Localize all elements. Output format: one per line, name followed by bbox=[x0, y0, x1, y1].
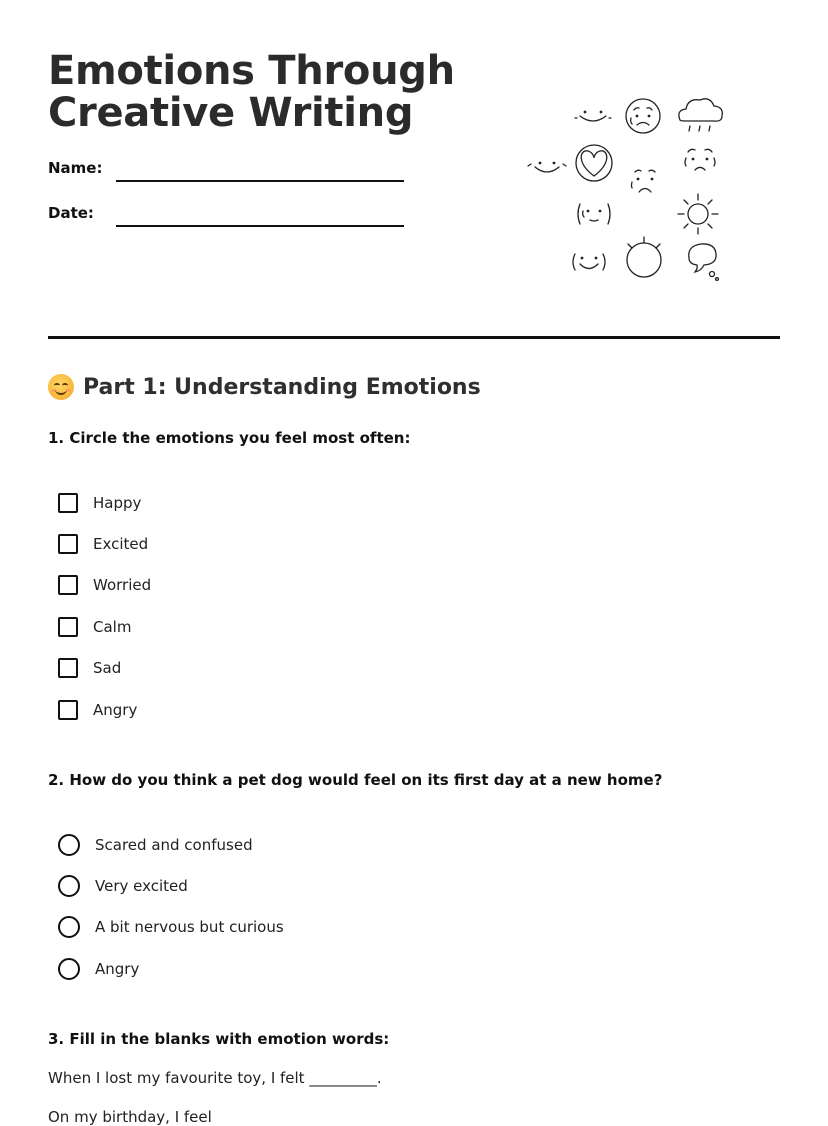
option-label: Very excited bbox=[95, 877, 188, 896]
date-label: Date: bbox=[48, 204, 94, 222]
thought-bubble-icon bbox=[689, 244, 719, 280]
radio-button[interactable] bbox=[58, 875, 80, 897]
sun-outline-icon bbox=[627, 237, 661, 277]
answer-option-angry[interactable] bbox=[58, 948, 284, 989]
option-label: Happy bbox=[93, 493, 142, 512]
radio-button[interactable] bbox=[58, 834, 80, 856]
worried-face-icon bbox=[626, 99, 660, 133]
option-label: Excited bbox=[93, 535, 149, 554]
question-1-options bbox=[58, 482, 151, 730]
emotion-option-angry[interactable] bbox=[58, 689, 151, 730]
part1-heading bbox=[48, 374, 481, 400]
title-line-1: Emotions Through bbox=[48, 48, 455, 94]
smile-face-icon bbox=[575, 111, 611, 121]
grinning-face-icon bbox=[573, 254, 605, 270]
sun-icon bbox=[678, 194, 718, 234]
emotion-option-sad[interactable] bbox=[58, 648, 151, 689]
radio-button[interactable] bbox=[58, 916, 80, 938]
fill-in-sentence-2[interactable]: On my birthday, I feel bbox=[48, 1108, 212, 1126]
smiling-face-icon bbox=[48, 374, 74, 400]
answer-option-scared[interactable] bbox=[58, 824, 284, 865]
checkbox[interactable] bbox=[58, 617, 78, 637]
option-label: Worried bbox=[93, 576, 152, 595]
emotion-option-worried[interactable] bbox=[58, 565, 151, 606]
question-1-prompt: 1. Circle the emotions you feel most often: bbox=[48, 429, 411, 447]
answer-option-excited[interactable] bbox=[58, 865, 284, 906]
name-label: Name: bbox=[48, 159, 103, 177]
checkbox[interactable] bbox=[58, 534, 78, 554]
checkbox[interactable] bbox=[58, 658, 78, 678]
happy-face-icon bbox=[528, 162, 566, 172]
checkbox[interactable] bbox=[58, 493, 78, 513]
worksheet-title bbox=[48, 50, 455, 134]
option-label: Scared and confused bbox=[95, 835, 253, 854]
part1-title: Part 1: Understanding Emotions bbox=[83, 374, 481, 400]
sad-face-icon bbox=[632, 170, 656, 192]
emotion-option-excited[interactable] bbox=[58, 523, 151, 564]
nervous-face-icon bbox=[578, 204, 610, 224]
rain-cloud-icon bbox=[679, 99, 722, 131]
emotion-option-calm[interactable] bbox=[58, 606, 151, 647]
question-2-prompt: 2. How do you think a pet dog would feel on its first day at a new home? bbox=[48, 771, 663, 789]
emotion-option-happy[interactable] bbox=[58, 482, 151, 523]
option-label: Calm bbox=[93, 617, 132, 636]
checkbox[interactable] bbox=[58, 575, 78, 595]
title-line-2: Creative Writing bbox=[48, 90, 414, 136]
tearful-face-icon bbox=[685, 149, 715, 170]
radio-button[interactable] bbox=[58, 958, 80, 980]
option-label: Sad bbox=[93, 659, 122, 678]
heart-icon bbox=[576, 145, 612, 181]
option-label: Angry bbox=[95, 959, 140, 978]
date-line[interactable] bbox=[116, 225, 404, 227]
question-2-options bbox=[58, 824, 284, 990]
section-divider bbox=[48, 336, 780, 339]
answer-option-nervous[interactable] bbox=[58, 907, 284, 948]
fill-in-sentence-1[interactable]: When I lost my favourite toy, I felt _________. bbox=[48, 1069, 382, 1087]
option-label: A bit nervous but curious bbox=[95, 918, 284, 937]
name-line[interactable] bbox=[116, 180, 404, 182]
emotions-doodle-illustration bbox=[525, 88, 735, 288]
checkbox[interactable] bbox=[58, 700, 78, 720]
option-label: Angry bbox=[93, 700, 138, 719]
question-3-prompt: 3. Fill in the blanks with emotion words: bbox=[48, 1030, 390, 1048]
